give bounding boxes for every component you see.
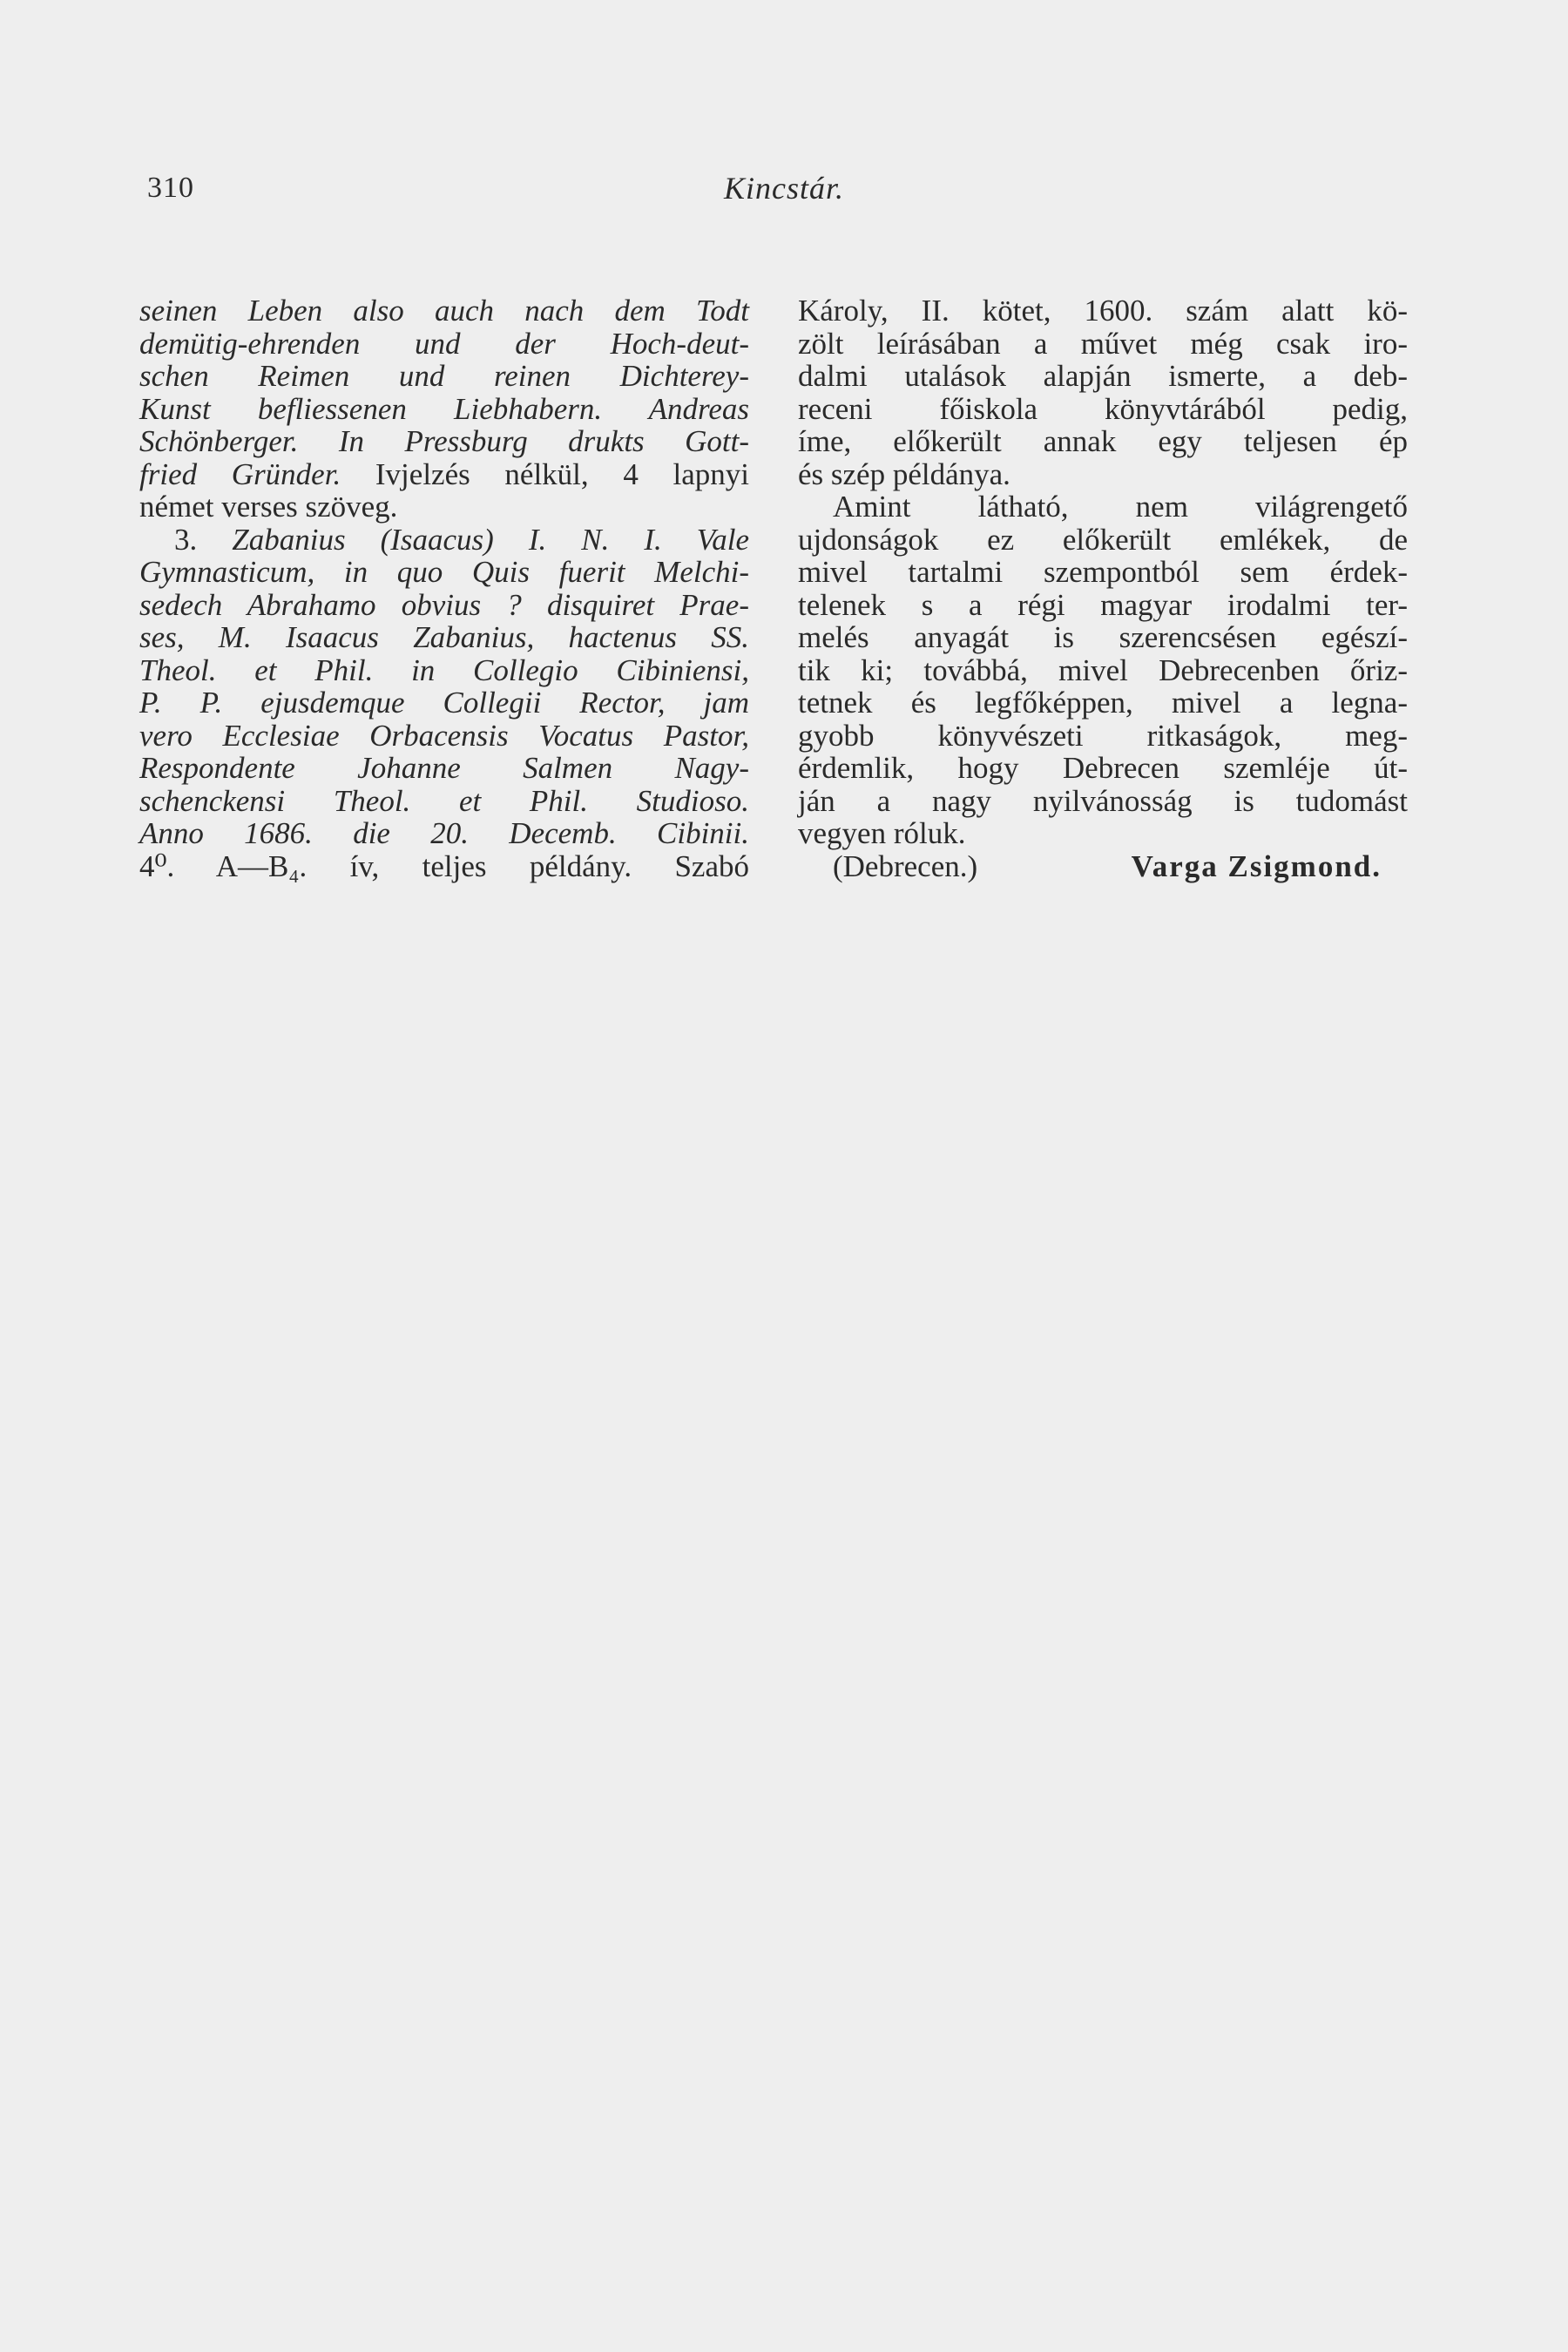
left-column-line: vero Ecclesiae Orbacensis Vocatus Pastor, <box>139 718 749 753</box>
left-column-line: seinen Leben also auch nach dem Todt <box>139 294 749 328</box>
left-column-line: ses, M. Isaacus Zabanius, hactenus SS. <box>139 620 749 654</box>
right-column-line: telenek s a régi magyar irodalmi ter- <box>798 587 1408 622</box>
left-column-line <box>139 458 749 491</box>
right-column-line: zölt leírásában a művet még csak iro- <box>798 326 1408 361</box>
right-column-line: Károly, II. kötet, 1600. szám alatt kö- <box>798 294 1408 328</box>
right-column-line: íme, előkerült annak egy teljesen ép <box>798 424 1408 458</box>
right-column-line: érdemlik, hogy Debrecen szemléje út- <box>798 751 1408 785</box>
left-column-line <box>139 524 749 557</box>
right-column-line: tetnek és legfőképpen, mivel a legna- <box>798 686 1408 720</box>
italic-run: Zabanius (Isaacus) I. N. I. Vale <box>232 522 750 557</box>
roman-run: 3. <box>174 522 233 557</box>
italic-run: fried Gründer. <box>139 456 341 491</box>
right-column-line: ján a nagy nyilvánosság is tudomást <box>798 783 1408 818</box>
right-column-line: melés anyagát is szerencsésen egészí- <box>798 620 1408 654</box>
left-column-line: sedech Abrahamo obvius ? disquiret Prae- <box>139 587 749 622</box>
right-column-line: vegyen róluk. <box>798 816 966 850</box>
left-column-line: Theol. et Phil. in Collegio Cibiniensi, <box>139 652 749 687</box>
right-column-line: dalmi utalások alapján ismerte, a deb- <box>798 359 1408 393</box>
left-column-line: Schönberger. In Pressburg drukts Gott- <box>139 424 749 458</box>
right-column-line: Amint látható, nem világrengető <box>833 490 1408 524</box>
signature-author: Varga Zsigmond. <box>1131 848 1382 883</box>
right-column-line: ujdonságok ez előkerült emlékek, de <box>798 522 1408 557</box>
right-column-line: mivel tartalmi szempontból sem érdek- <box>798 555 1408 589</box>
page-number: 310 <box>147 172 194 204</box>
right-column-line: gyobb könyvészeti ritkaságok, meg- <box>798 718 1408 753</box>
left-column-line: schenckensi Theol. et Phil. Studioso. <box>139 783 749 818</box>
left-column-line: Gymnasticum, in quo Quis fuerit Melchi- <box>139 555 749 589</box>
right-column-line: receni főiskola könyvtárából pedig, <box>798 391 1408 426</box>
roman-run: Ivjelzés nélkül, 4 lapnyi <box>341 456 750 491</box>
left-column-line: Respondente Johanne Salmen Nagy- <box>139 751 749 785</box>
left-column-line: német verses szöveg. <box>139 490 398 524</box>
right-column-line: és szép példánya. <box>798 456 1010 491</box>
left-column-line: P. P. ejusdemque Collegii Rector, jam <box>139 686 749 720</box>
right-column <box>798 294 1408 882</box>
left-column-line: Kunst befliessenen Liebhabern. Andreas <box>139 391 749 426</box>
left-column-line: Anno 1686. die 20. Decemb. Cibinii. <box>139 816 749 850</box>
left-column-line: 4⁰. A—B₄. ív, teljes példány. Szabó <box>139 848 749 883</box>
left-column-line: schen Reimen und reinen Dichterey- <box>139 359 749 393</box>
signature-place: (Debrecen.) <box>833 848 978 883</box>
signature-line <box>798 850 1408 883</box>
right-column-line: tik ki; továbbá, mivel Debrecenben őriz- <box>798 652 1408 687</box>
left-column <box>139 294 749 882</box>
running-title: Kincstár. <box>723 171 845 206</box>
left-column-line: demütig-ehrenden und der Hoch-deut- <box>139 326 749 361</box>
